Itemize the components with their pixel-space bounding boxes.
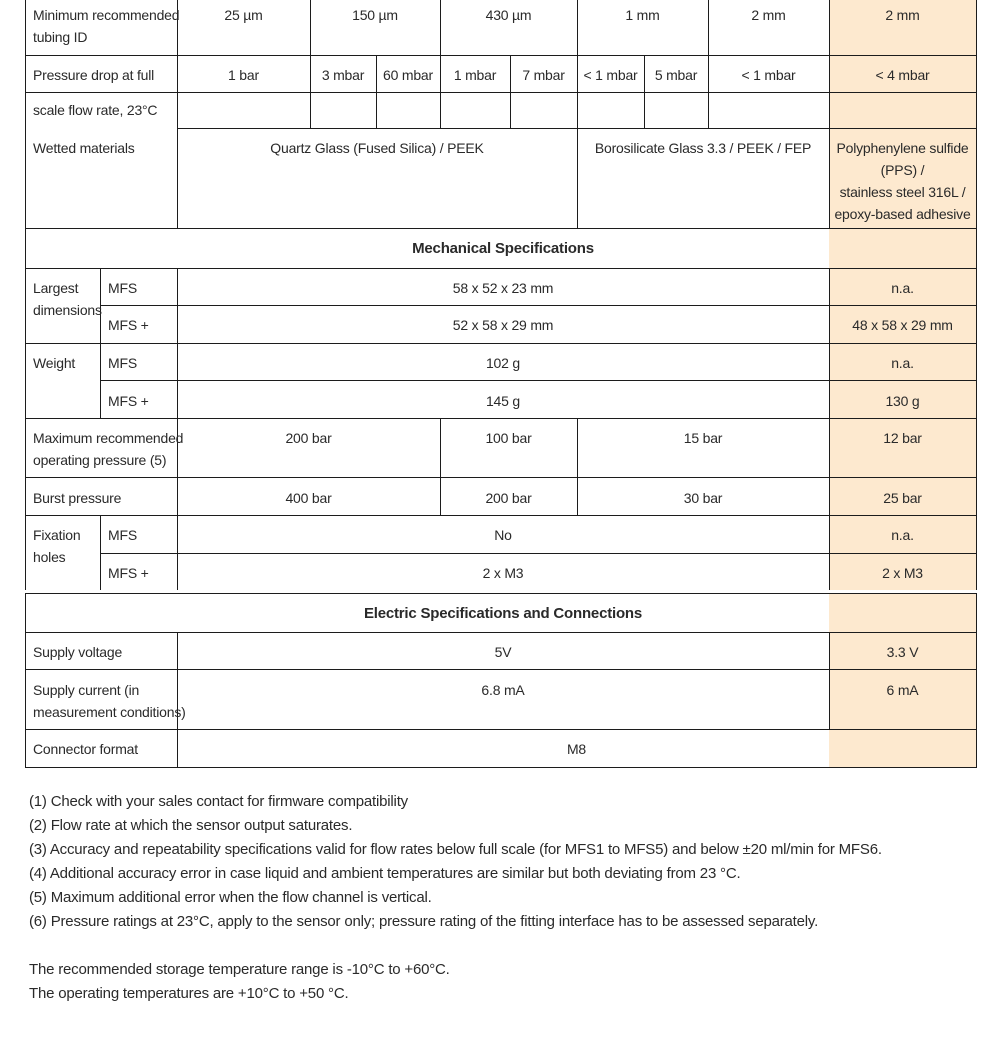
mfs-label: MFS [108,355,137,371]
largest-mfs-plus-value: 52 x 58 x 29 mm [452,317,554,333]
max-pressure-value-highlight: 12 bar [883,430,922,446]
hline [25,632,977,633]
vline [100,515,101,590]
vline [976,593,977,767]
supply-voltage-value-highlight: 3.3 V [886,644,919,660]
fixation-mfs-value-highlight: n.a. [891,527,914,543]
weight-mfs-value: 102 g [485,355,521,371]
tubing-value: 430 µm [485,7,532,23]
supply-voltage-label: Supply voltage [33,644,123,660]
hline [25,767,977,768]
mfs-plus-label: MFS + [108,317,149,333]
vline [25,0,26,228]
footnotes [29,790,882,1006]
largest-mfs-value-highlight: n.a. [891,280,914,296]
tubing-value: 2 mm [751,7,786,23]
pressure-drop-value: < 1 mbar [741,67,796,83]
wetted-pps: Polyphenylene sulfide (PPS) / stainless steel 316L / epoxy-based adhesive [834,140,971,222]
supply-voltage-value: 5V [494,644,512,660]
max-pressure-value: 100 bar [485,430,532,446]
tubing-label [33,4,179,48]
hline [25,729,977,730]
fixation-mfs-plus-value-highlight: 2 x M3 [882,565,923,581]
largest-mfs-value: 58 x 52 x 23 mm [452,280,554,296]
tubing-value: 25 µm [224,7,263,23]
pressure-drop-label: Pressure drop at full [33,67,155,83]
mfs-plus-label: MFS + [108,393,149,409]
burst-pressure-value: 200 bar [485,490,532,506]
hline [25,55,977,56]
footnote: (4) Additional accuracy error in case liquid and ambient temperatures are similar but both deviating from 23 °C. [29,865,741,882]
electric-section-title: Electric Specifications and Connections [363,605,643,622]
hline [25,92,977,93]
weight-mfs-plus-value: 145 g [485,393,521,409]
mfs-plus-label: MFS + [108,565,149,581]
connector-format-label: Connector format [33,741,138,757]
burst-pressure-value: 30 bar [683,490,723,506]
fixation-holes-label: Fixation holes [33,527,81,565]
vline [25,593,26,767]
pressure-drop-value-highlight: < 4 mbar [875,67,930,83]
tubing-value: 150 µm [352,7,398,23]
hline [25,477,977,478]
storage-temperature-note: The recommended storage temperature range is -10°C to +60°C. [29,961,450,978]
pressure-drop-value: 60 mbar [383,67,433,83]
vline [976,0,977,228]
pressure-drop-value: 1 mbar [453,67,497,83]
burst-pressure-value: 400 bar [285,490,332,506]
mfs-label: MFS [108,527,137,543]
footnote: (1) Check with your sales contact for firmware compatibility [29,793,408,810]
supply-current-value-highlight: 6 mA [886,682,919,698]
burst-pressure-value-highlight: 25 bar [883,490,922,506]
hline [25,418,977,419]
hline [25,515,977,516]
hline [25,228,977,229]
fixation-mfs-plus-value: 2 x M3 [482,565,524,581]
fixation-mfs-value: No [494,527,512,543]
burst-pressure-label: Burst pressure [33,490,122,506]
weight-mfs-plus-value-highlight: 130 g [885,393,920,409]
vline [976,228,977,590]
mechanical-section-title: Mechanical Specifications [412,240,594,257]
weight-label: Weight [33,355,76,371]
wetted-materials-label: Wetted materials [33,140,135,156]
vline [577,0,578,228]
footnote: (5) Maximum additional error when the flow channel is vertical. [29,889,432,906]
pressure-drop-label-cont: scale flow rate, 23°C [33,102,158,118]
largest-mfs-plus-value-highlight: 48 x 58 x 29 mm [852,317,953,333]
footnote: (2) Flow rate at which the sensor output saturates. [29,817,353,834]
operating-temperature-note: The operating temperatures are +10°C to +50 °C. [29,985,349,1002]
supply-current-label: Supply current (in measurement conditions) [33,682,186,720]
hline [25,268,977,269]
footnote: (3) Accuracy and repeatability specifications valid for flow rates below full scale (for MFS1 to MFS5) and below ±20 ml/min for MFS6. [29,841,882,858]
tubing-value: 1 mm [625,7,660,23]
pressure-drop-value: 5 mbar [654,67,698,83]
supply-current-value: 6.8 mA [481,682,525,698]
wetted-quartz: Quartz Glass (Fused Silica) / PEEK [270,140,484,156]
largest-dimensions-label: Largest dimensions [33,280,102,318]
hline [100,305,977,306]
pressure-drop-value: 1 bar [228,67,259,83]
hline [25,593,977,594]
max-pressure-value: 15 bar [683,430,723,446]
max-pressure-label: Maximum recommended operating pressure (5) [33,430,184,468]
pressure-drop-value: < 1 mbar [583,67,638,83]
vline [25,228,26,590]
hline [25,343,977,344]
pressure-drop-value: 7 mbar [522,67,565,83]
hline [100,380,977,381]
connector-format-value: M8 [566,741,587,757]
tubing-label-text: Minimum recommended tubing ID [33,7,180,45]
footnote: (6) Pressure ratings at 23°C, apply to the sensor only; pressure rating of the fitting interface has to be assessed separately. [29,913,819,930]
pressure-drop-value: 3 mbar [321,67,365,83]
mfs-label: MFS [108,280,137,296]
max-pressure-value: 200 bar [285,430,332,446]
weight-mfs-value-highlight: n.a. [891,355,914,371]
wetted-borosilicate: Borosilicate Glass 3.3 / PEEK / FEP [594,140,812,156]
hline [25,669,977,670]
tubing-value-highlight: 2 mm [885,7,920,23]
hline [100,553,977,554]
